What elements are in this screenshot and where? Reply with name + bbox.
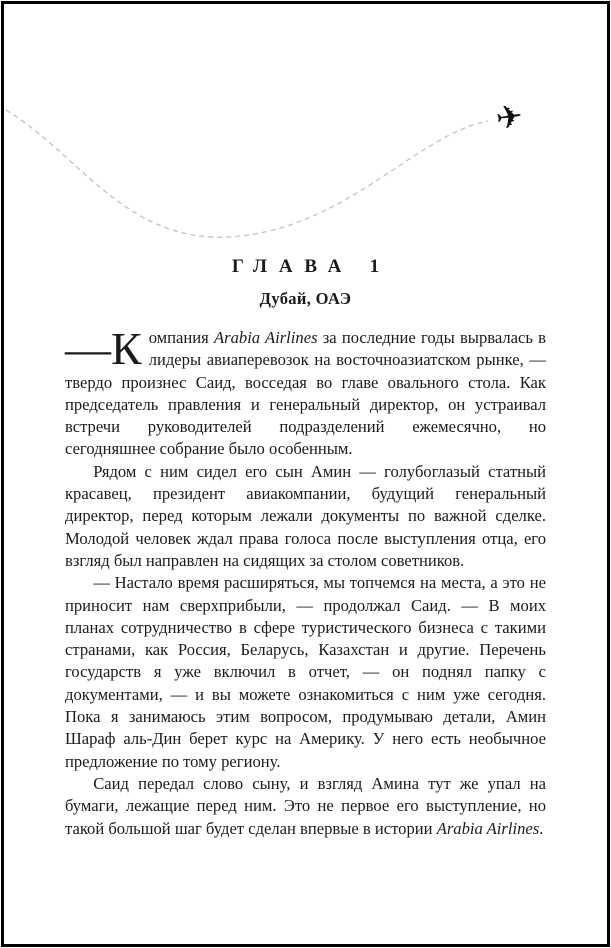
- text-segment-italic: Arabia Airlines: [214, 328, 318, 347]
- body-text: [65, 323, 546, 840]
- text-segment: Саид передал слово сыну, и взгляд Амина тут же упал на бумаги, лежащие перед ним. Это не первое его выступление, но такой большой шаг будет сделан впервые в истории: [65, 773, 546, 838]
- paragraph: [65, 461, 546, 572]
- chapter-header: [0, 256, 611, 309]
- text-segment-italic: Arabia Airlines: [436, 818, 540, 838]
- paragraph: [65, 323, 546, 461]
- flight-path-decoration: [0, 0, 611, 265]
- text-segment: — Настало время расширяться, мы топчемся на места, а это не приносит нам сверхприбыли, — продолжал Саид. — В моих планах сотрудничество в сфере туристического бизнеса с такими странами, как Россия, Беларусь, Казахстан и другие. Перечень государств я уже включил в отчет, — он поднял папку с документами, — и вы можете ознакомиться с ним уже сегодня. Пока я занимаюсь этим вопросом, продумываю детали, Амин Шараф аль-Дин берет курс на Америку. У него есть необычное предложение по тому региону.: [65, 573, 546, 771]
- paragraph: [65, 773, 546, 840]
- airplane-icon: ✈: [493, 96, 526, 138]
- text-segment: Рядом с ним сидел его сын Амин — голубоглазый статный красавец, президент авиакомпании, будущий генеральный директор, перед которым лежали документы по важной сделке. Молодой человек ждал права голоса после выступления отца, его взгляд был направлен на сидящих за столом советников.: [65, 461, 546, 570]
- paragraph: [65, 572, 546, 773]
- chapter-subtitle: Дубай, ОАЭ: [259, 289, 352, 308]
- drop-cap: —К: [65, 323, 142, 374]
- chapter-title: ГЛАВА 1: [231, 256, 391, 277]
- dashed-flight-path: [6, 110, 488, 237]
- text-segment: омпания: [148, 328, 214, 347]
- text-segment: .: [539, 818, 544, 838]
- text-segment: за последние годы вырвалась в лидеры авиаперевозок на восточноазиатском рынке, — твердо произнес Саид, восседая во главе овального стола. Как председатель правления и генеральный директор, он устраивал встречи руководителей подразделений ежемесячно, но сегодняшнее собрание было особенным.: [65, 328, 546, 459]
